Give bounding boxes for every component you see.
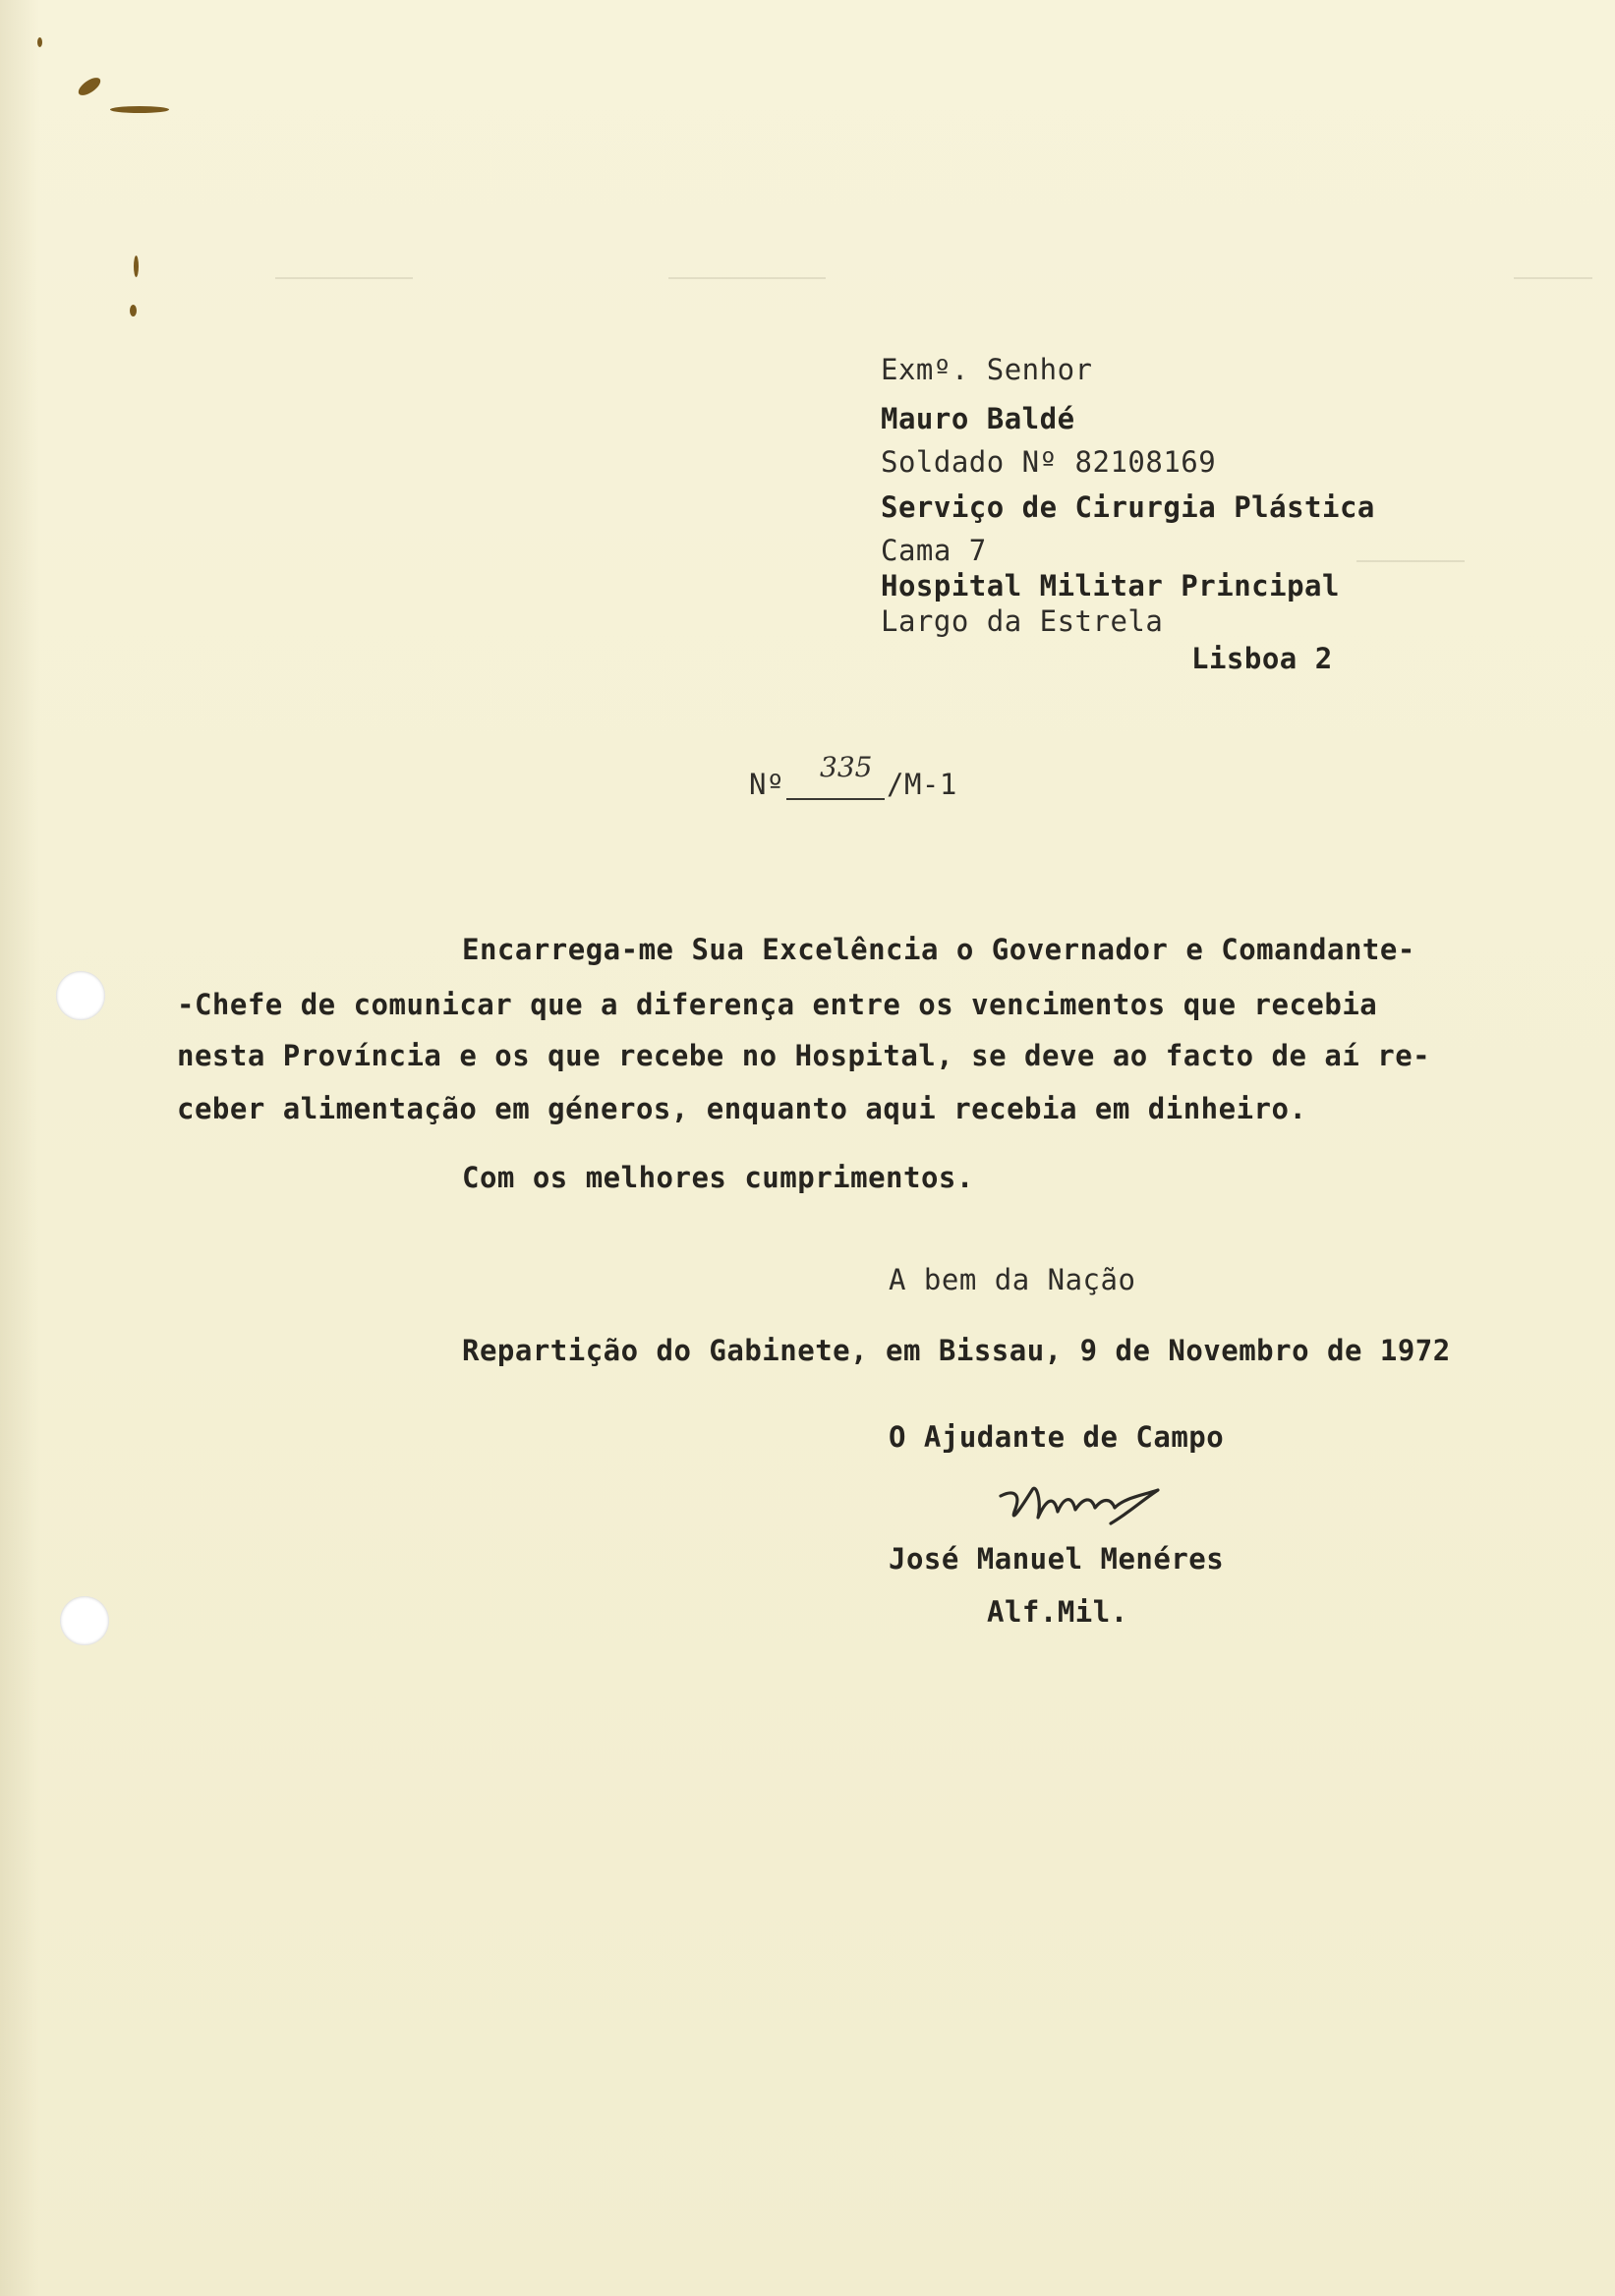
show-through-line xyxy=(1356,560,1465,562)
body-line-4: ceber alimentação em géneros, enquanto aqui recebia em dinheiro. xyxy=(177,1092,1307,1125)
body-closing: Com os melhores cumprimentos. xyxy=(462,1161,974,1194)
place-date: Repartição do Gabinete, em Bissau, 9 de Novembro de 1972 xyxy=(462,1334,1451,1367)
reference-handwritten-number: 335 xyxy=(820,751,873,783)
stain-mark xyxy=(110,106,169,113)
handwritten-signature xyxy=(993,1472,1229,1541)
stain-mark xyxy=(134,256,139,277)
reference-blank-line xyxy=(786,798,885,800)
stain-mark xyxy=(76,75,103,99)
recipient-street: Largo da Estrela xyxy=(881,604,1164,638)
recipient-hospital: Hospital Militar Principal xyxy=(881,569,1340,603)
reference-prefix: Nº xyxy=(749,768,784,801)
signer-name: José Manuel Menéres xyxy=(889,1542,1225,1576)
body-line-1: Encarrega-me Sua Excelência o Governador e Comandante- xyxy=(462,933,1415,966)
punch-hole xyxy=(56,971,105,1020)
show-through-line xyxy=(275,277,413,279)
recipient-salutation: Exmº. Senhor xyxy=(881,353,1093,386)
recipient-service: Serviço de Cirurgia Plástica xyxy=(881,490,1375,524)
motto: A bem da Nação xyxy=(889,1263,1136,1296)
punch-hole xyxy=(60,1596,109,1645)
page-edge-shadow xyxy=(0,0,39,2296)
body-line-3: nesta Província e os que recebe no Hospital, se deve ao facto de aí re- xyxy=(177,1039,1431,1072)
stain-mark xyxy=(37,37,42,47)
show-through-line xyxy=(1514,277,1592,279)
recipient-bed: Cama 7 xyxy=(881,534,987,567)
stain-mark xyxy=(130,305,137,316)
recipient-rank: Soldado Nº 82108169 xyxy=(881,445,1217,479)
signer-rank: Alf.Mil. xyxy=(987,1595,1128,1629)
signer-role: O Ajudante de Campo xyxy=(889,1420,1225,1454)
show-through-line xyxy=(668,277,826,279)
body-line-2: -Chefe de comunicar que a diferença entre os vencimentos que recebia xyxy=(177,988,1378,1021)
recipient-name: Mauro Baldé xyxy=(881,402,1075,435)
reference-suffix: /M-1 xyxy=(887,768,957,801)
recipient-city: Lisboa 2 xyxy=(1191,642,1333,675)
